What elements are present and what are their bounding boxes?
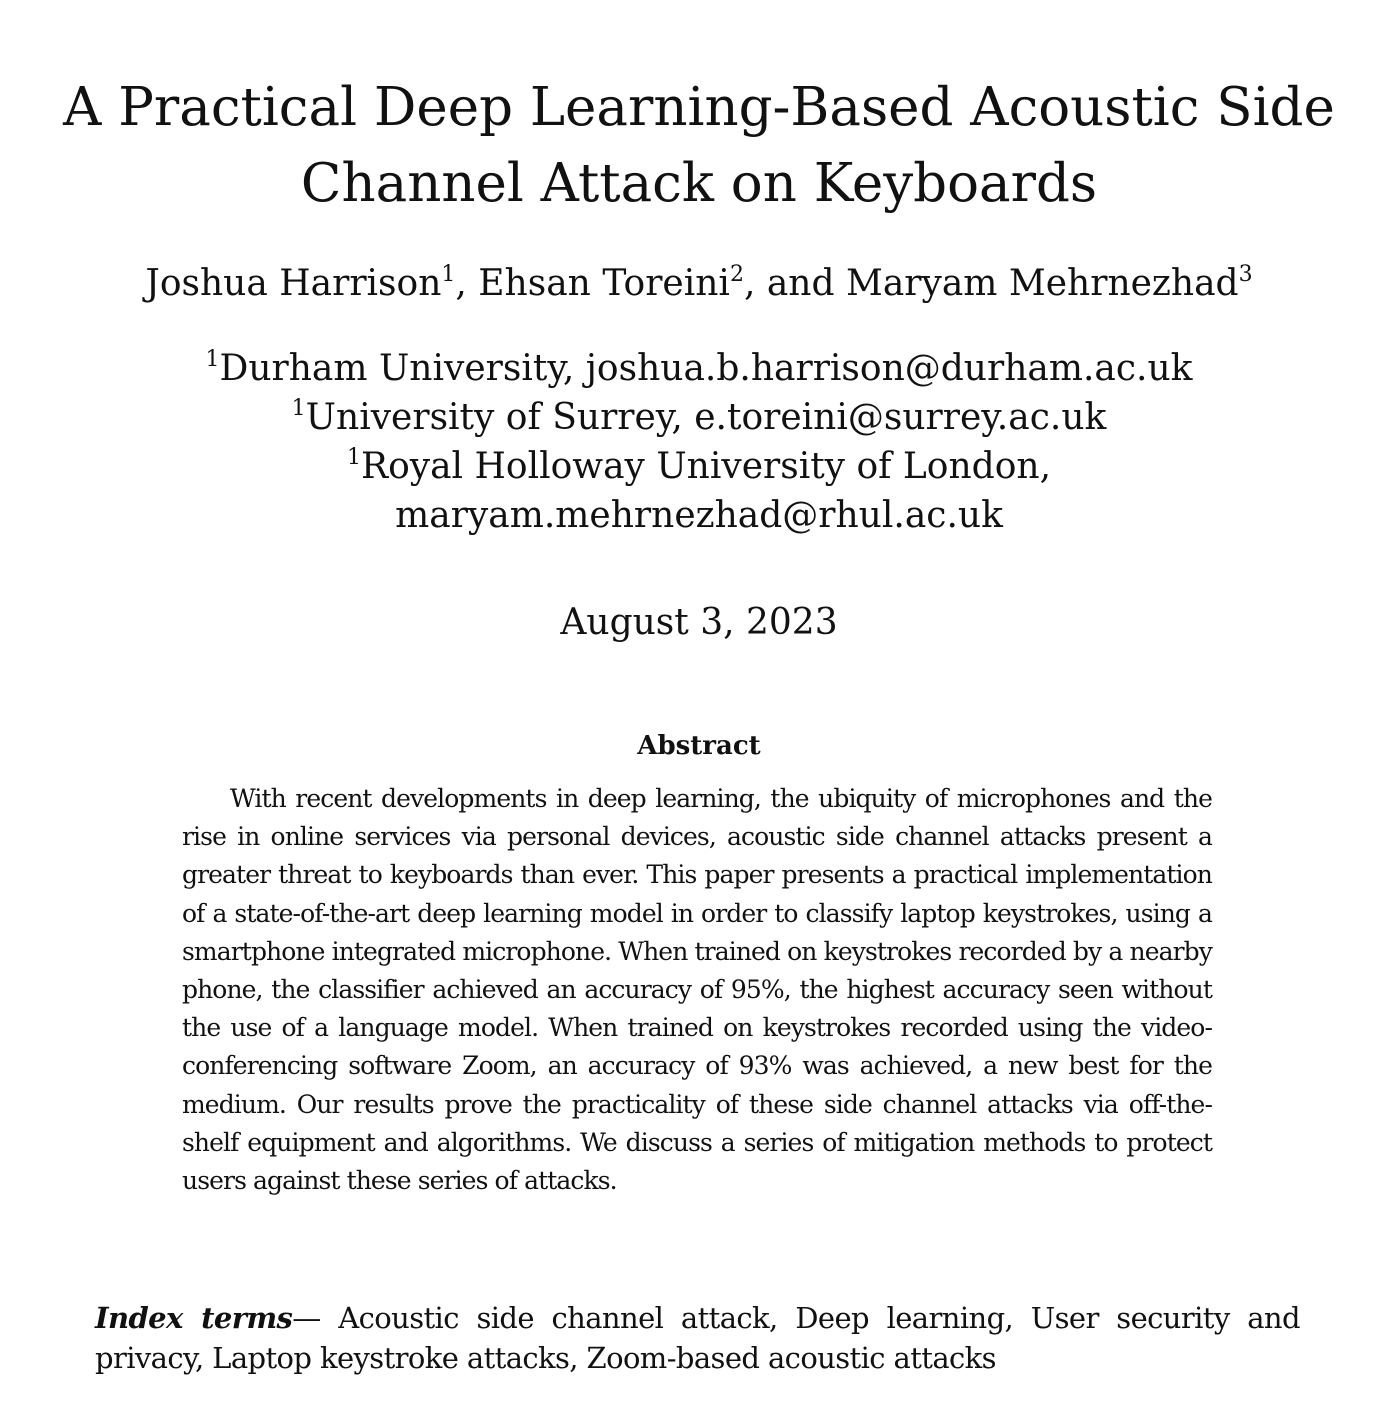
author-name: Joshua Harrison xyxy=(145,263,442,304)
author-name: Ehsan Toreini xyxy=(478,263,730,304)
author-list xyxy=(0,258,1398,310)
index-terms xyxy=(95,1298,1300,1378)
author-separator: , and xyxy=(743,263,846,304)
index-terms-text: Acoustic side channel attack, Deep learning, User security and privacy, Laptop keystroke attacks, Zoom-based acoustic attacks xyxy=(95,1301,1300,1375)
affiliation-marker: 1 xyxy=(205,347,220,372)
abstract-body: With recent developments in deep learning, the ubiquity of microphones and the rise in online services via personal devices, acoustic side channel attacks present a greater threat to keyboards than ever. This paper presents a practical implementation of a state-of-the-art deep learning model in order to classify laptop keystrokes, using a smartphone integrated microphone. When trained on keystrokes recorded by a nearby phone, the classifier achieved an accuracy of 95%, the highest accuracy seen without the use of a language model. When trained on keystrokes recorded using the video-conferencing software Zoom, an accuracy of 93% was achieved, a new best for the medium. Our results prove the practicality of these side channel attacks via off-the-shelf equipment and algorithms. We discuss a series of mitigation methods to protect users against these series of attacks. xyxy=(182,784,1212,1196)
affiliation-text: University of Surrey, e.toreini@surrey.ac.uk xyxy=(305,397,1107,438)
index-terms-dash: — xyxy=(292,1301,339,1335)
index-terms-label: Index terms xyxy=(95,1301,293,1335)
author-affiliation-marker: 3 xyxy=(1238,262,1253,287)
author-name: Maryam Mehrnezhad xyxy=(845,263,1239,304)
title-line-1: A Practical Deep Learning-Based Acoustic Side xyxy=(63,77,1335,138)
author-affiliation-marker: 2 xyxy=(729,262,744,287)
abstract-heading: Abstract xyxy=(637,731,761,761)
paper-title xyxy=(0,70,1398,222)
author-separator: , xyxy=(455,263,479,304)
affiliation-marker: 1 xyxy=(291,396,306,421)
affiliation-text: Royal Holloway University of London, xyxy=(360,446,1052,487)
title-line-2: Channel Attack on Keyboards xyxy=(300,153,1098,214)
affiliation-text: maryam.mehrnezhad@rhul.ac.uk xyxy=(395,495,1003,536)
affiliation-line xyxy=(0,393,1398,442)
affiliation-line xyxy=(0,491,1398,540)
affiliation-line xyxy=(0,344,1398,393)
affiliation-line xyxy=(0,442,1398,491)
affiliation-list xyxy=(0,344,1398,540)
author-affiliation-marker: 1 xyxy=(441,262,456,287)
publication-date: August 3, 2023 xyxy=(560,602,838,643)
affiliation-text: Durham University, joshua.b.harrison@durham.ac.uk xyxy=(219,348,1193,389)
affiliation-marker: 1 xyxy=(346,445,361,470)
